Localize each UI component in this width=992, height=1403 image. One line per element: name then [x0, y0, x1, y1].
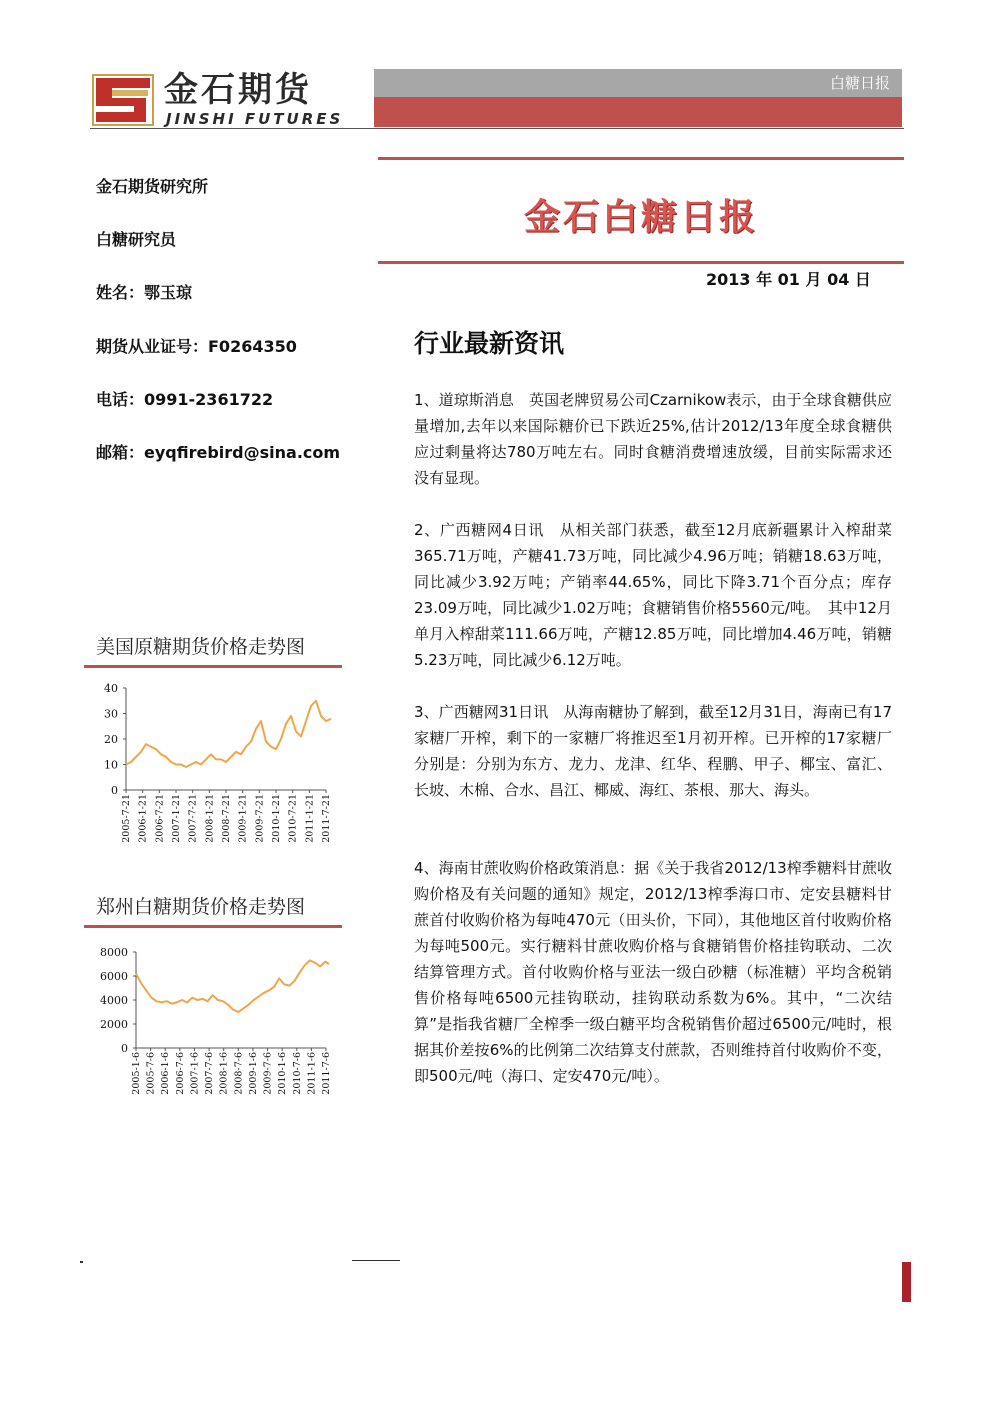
report-title: 金石白糖日报 — [523, 197, 758, 238]
x-tick-label: 2008-1-21 — [204, 794, 216, 843]
x-tick-label: 2011-1-6 — [306, 1052, 318, 1095]
x-tick-label: 2009-7-21 — [254, 794, 266, 843]
news-paragraph-2: 2、广西糖网4日讯 从相关部门获悉，截至12月底新疆累计入榨甜菜365.71万吨，产糖41.73万吨，同比减少4.96万吨；销糖18.63万吨，同比减少3.92万吨；产销率44.65%，同比下降3.71个百分点；库存23.09万吨，同比减少1.02万吨；食糖销售价格5560元/吨。 其中12月单月入榨甜菜111.66万吨，产糖12.85万吨，同比增加4.46万吨，销糖5.23万吨，同比减少6.12万吨。 — [414, 521, 892, 669]
footer-red-bar — [902, 1262, 911, 1302]
chart-title-rule — [84, 925, 342, 928]
x-tick-label: 2007-1-6 — [189, 1052, 201, 1095]
x-tick-label: 2010-7-6 — [291, 1052, 303, 1095]
x-tick-label: 2005-7-6 — [145, 1052, 157, 1095]
news-paragraph-4: 4、海南甘蔗收购价格政策消息：据《关于我省2012/13榨季糖料甘蔗收购价格及有关问题的通知》规定，2012/13榨季海口市、定安县糖料甘蔗首付收购价格为每吨470元（田头价，下同），其他地区首付收购价格为每吨500元。实行糖料甘蔗收购价格与食糖销售价格挂钩联动、二次结算管理方式。首付收购价格与亚法一级白砂糖（标准糖）平均含税销售价格每吨6500元挂钩联动，挂钩联动系数为6%。其中，“二次结算”是指我省糖厂全榨季一级白糖平均含税销售价超过6500元/吨时，根据其价差按6%的比例第二次结算支付蔗款，否则维持首付收购价不变，即500元/吨（海口、定安470元/吨）。 — [414, 859, 892, 1085]
x-tick-label: 2007-7-21 — [187, 794, 199, 843]
us-raw-sugar-chart — [86, 672, 334, 870]
footer-mark — [80, 1261, 83, 1263]
x-tick-label: 2006-1-6 — [160, 1052, 172, 1095]
news-paragraph-3: 3、广西糖网31日讯 从海南糖协了解到，截至12月31日，海南已有17家糖厂开榨，剩下的一家糖厂将推迟至1月初开榨。已开榨的17家糖厂分别是：分别为东方、龙力、龙津、红华、程鹏、甲子、椰宝、富汇、长坡、木棉、合水、昌江、椰威、海红、茶根、那大、海头。 — [414, 703, 892, 799]
logo-english-name: JINSHI FUTURES — [166, 110, 344, 128]
y-tick-label: 0 — [121, 1042, 128, 1055]
x-tick-label: 2008-7-6 — [233, 1052, 245, 1095]
header-red-bar — [374, 97, 902, 127]
chart-title-zhengzhou-sugar: 郑州白糖期货价格走势图 — [96, 896, 306, 918]
x-tick-label: 2006-1-21 — [137, 794, 149, 843]
chart-title-us-raw-sugar: 美国原糖期货价格走势图 — [96, 636, 306, 658]
y-tick-label: 8000 — [100, 946, 128, 959]
x-tick-label: 2011-7-21 — [321, 794, 332, 843]
section-title: 行业最新资讯 — [414, 329, 565, 358]
x-tick-label: 2009-1-21 — [237, 794, 249, 843]
author-license: 期货从业证号：F0264350 — [96, 337, 297, 356]
news-paragraph-1: 1、道琼斯消息 英国老牌贸易公司Czarnikow表示，由于全球食糖供应量增加,去年以来国际糖价已下跌近25%,估计2012/13年度全球食糖供应过剩量将达780万吨左右。同时食糖消费增速放缓，目前实际需求还没有显现。 — [414, 391, 892, 487]
y-tick-label: 30 — [104, 707, 118, 721]
header-gray-bar — [374, 69, 902, 97]
author-role: 白糖研究员 — [96, 230, 177, 249]
zhengzhou-sugar-chart — [86, 932, 334, 1122]
y-tick-label: 6000 — [100, 970, 128, 983]
x-tick-label: 2009-7-6 — [262, 1052, 274, 1095]
title-rule-bottom — [378, 261, 904, 264]
x-tick-label: 2011-7-6 — [321, 1052, 332, 1095]
jinshi-logo-icon — [90, 72, 156, 128]
x-tick-label: 2008-1-6 — [218, 1052, 230, 1095]
x-tick-label: 2010-1-21 — [271, 794, 282, 843]
x-tick-label: 2007-1-21 — [171, 794, 182, 843]
price-series-line — [126, 701, 331, 767]
price-series-line — [136, 960, 329, 1012]
author-institute: 金石期货研究所 — [96, 177, 209, 196]
company-logo — [90, 70, 344, 132]
report-type-label: 白糖日报 — [829, 74, 890, 92]
title-rule-top — [378, 157, 904, 160]
y-tick-label: 20 — [104, 733, 118, 746]
x-tick-label: 2008-7-21 — [221, 794, 232, 843]
x-tick-label: 2005-7-21 — [121, 794, 132, 843]
report-date: 2013 年 01 月 04 日 — [706, 270, 871, 289]
logo-chinese-name: 金石期货 — [164, 70, 312, 110]
x-tick-label: 2006-7-6 — [174, 1052, 186, 1095]
header-divider — [90, 128, 904, 129]
chart-title-rule — [84, 665, 342, 668]
x-tick-label: 2006-7-21 — [154, 794, 166, 843]
x-tick-label: 2009-1-6 — [247, 1052, 259, 1095]
x-tick-label: 2005-1-6 — [131, 1052, 142, 1095]
y-tick-label: 10 — [104, 758, 118, 772]
x-tick-label: 2010-7-21 — [287, 794, 299, 843]
x-tick-label: 2007-7-6 — [204, 1052, 216, 1095]
author-phone: 电话：0991-2361722 — [96, 390, 274, 409]
author-email: 邮箱：eyqfirebird@sina.com — [96, 443, 341, 462]
y-tick-label: 40 — [104, 682, 118, 695]
y-tick-label: 0 — [111, 784, 118, 797]
y-tick-label: 2000 — [100, 1018, 128, 1031]
footer-line — [352, 1260, 400, 1261]
y-tick-label: 4000 — [100, 994, 128, 1007]
author-name: 姓名：鄂玉琼 — [96, 283, 193, 302]
x-tick-label: 2011-1-21 — [304, 794, 316, 843]
x-tick-label: 2010-1-6 — [277, 1052, 289, 1095]
